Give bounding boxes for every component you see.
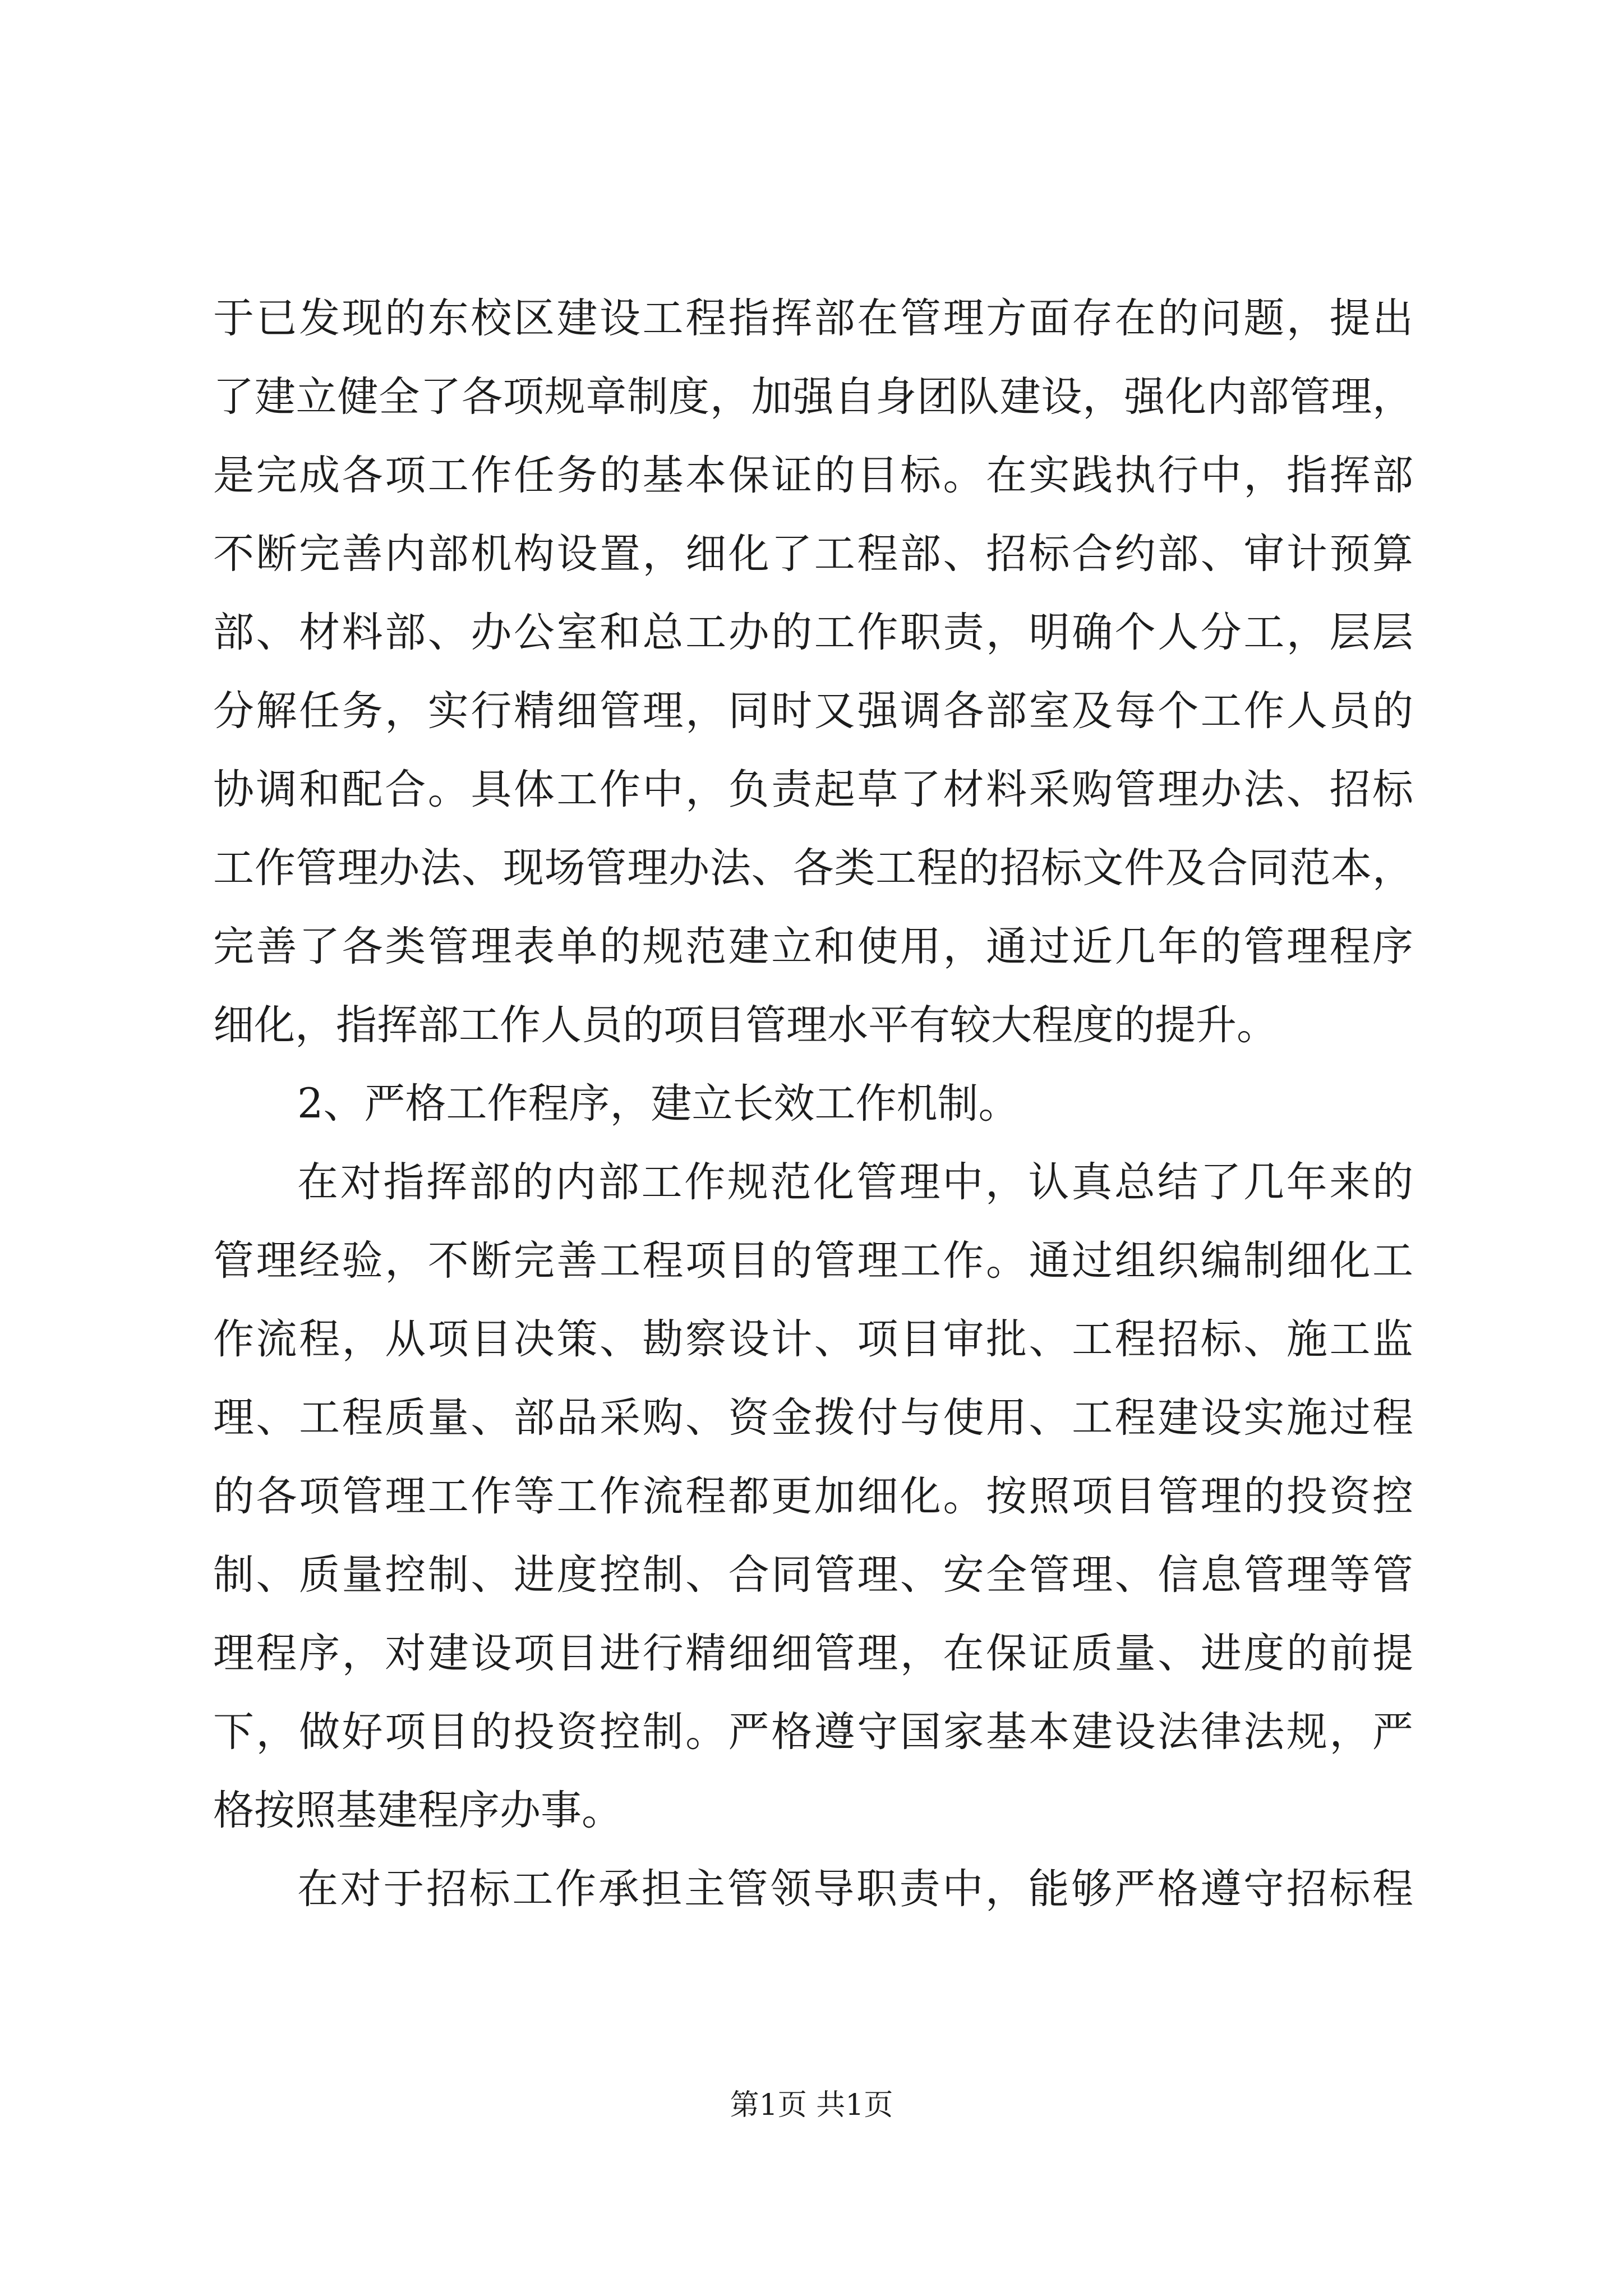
text-line: 工作管理办法、现场管理办法、各类工程的招标文件及合同范本， bbox=[213, 844, 1413, 892]
text-line: 是完成各项工作任务的基本保证的目标。在实践执行中，指挥部 bbox=[213, 452, 1413, 499]
text-line: 了建立健全了各项规章制度，加强自身团队建设，强化内部管理， bbox=[213, 373, 1413, 421]
text-line: 在对于招标工作承担主管领导职责中，能够严格遵守招标程 bbox=[297, 1865, 1413, 1913]
text-line: 于已发现的东校区建设工程指挥部在管理方面存在的问题，提出 bbox=[213, 295, 1413, 342]
text-line: 细化，指挥部工作人员的项目管理水平有较大程度的提升。 bbox=[213, 1001, 1278, 1049]
text-line: 的各项管理工作等工作流程都更加细化。按照项目管理的投资控 bbox=[213, 1473, 1413, 1520]
text-line: 下，做好项目的投资控制。严格遵守国家基本建设法律法规，严 bbox=[213, 1708, 1413, 1756]
text-line: 格按照基建程序办事。 bbox=[213, 1787, 623, 1834]
text-line: 完善了各类管理表单的规范建立和使用，通过近几年的管理程序 bbox=[213, 923, 1413, 970]
document-body bbox=[213, 279, 1413, 1929]
text-line: 管理经验，不断完善工程项目的管理工作。通过组织编制细化工 bbox=[213, 1237, 1413, 1285]
text-line: 作流程，从项目决策、勘察设计、项目审批、工程招标、施工监 bbox=[213, 1315, 1413, 1363]
text-line: 协调和配合。具体工作中，负责起草了材料采购管理办法、招标 bbox=[213, 766, 1413, 813]
text-line: 制、质量控制、进度控制、合同管理、安全管理、信息管理等管 bbox=[213, 1551, 1413, 1599]
text-line: 部、材料部、办公室和总工办的工作职责，明确个人分工，层层 bbox=[213, 609, 1413, 656]
page-footer: 第1页 共1页 bbox=[730, 2088, 893, 2122]
text-line: 分解任务，实行精细管理，同时又强调各部室及每个工作人员的 bbox=[213, 687, 1413, 735]
text-line: 不断完善内部机构设置，细化了工程部、招标合约部、审计预算 bbox=[213, 530, 1413, 578]
section-heading: 2、严格工作程序，建立长效工作机制。 bbox=[297, 1080, 1020, 1128]
text-line: 在对指挥部的内部工作规范化管理中，认真总结了几年来的 bbox=[297, 1158, 1413, 1206]
text-line: 理、工程质量、部品采购、资金拨付与使用、工程建设实施过程 bbox=[213, 1394, 1413, 1442]
text-line: 理程序，对建设项目进行精细细管理，在保证质量、进度的前提 bbox=[213, 1630, 1413, 1677]
